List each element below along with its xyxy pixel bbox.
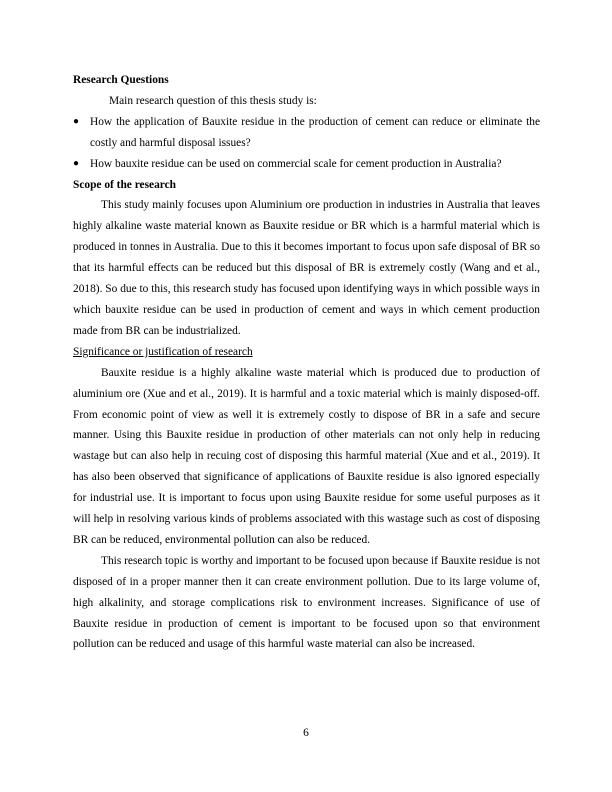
bullet-icon: ● xyxy=(73,157,80,169)
scope-paragraph: This study mainly focuses upon Aluminium ore production in industries in Australia that leaves highly alkaline waste material known as Bauxite residue or BR which is a harmful material which is produced in tonnes in Australia. Due to this it becomes important to focus upon safe disposal of BR so that its harmful effects can be reduced but this disposal of BR is extremely costly (Wang and et al., 2018). So due to this, this research study has focused upon identifying ways in which possible ways in which bauxite residue can be used in production of cement and ways in which cement production made from BR can be industrialized. xyxy=(73,199,540,337)
research-questions-intro: Main research question of this thesis study is: xyxy=(109,94,317,107)
significance-heading: Significance or justification of research xyxy=(73,345,253,358)
document-page xyxy=(73,70,540,655)
research-question-2: How bauxite residue can be used on commercial scale for cement production in Australia? xyxy=(90,157,502,170)
research-questions-heading: Research Questions xyxy=(73,74,169,86)
list-item xyxy=(73,154,540,175)
significance-paragraph-2: This research topic is worthy and important to be focused upon because if Bauxite residue is not disposed of in a proper manner then it can create environment pollution. Due to its large volume of, high alkalinity, and storage complications risk to environment increases. Significance of use of Bauxite residue in production of cement is important to be focused upon so that environment pollution can be reduced and usage of this harmful waste material can also be increased. xyxy=(73,554,540,651)
page-number: 6 xyxy=(303,727,309,739)
bullet-icon: ● xyxy=(73,115,80,127)
research-question-1: How the application of Bauxite residue in the production of cement can reduce or eliminate the costly and harmful disposal issues? xyxy=(90,115,540,149)
research-questions-list xyxy=(73,112,540,175)
scope-heading: Scope of the research xyxy=(73,178,177,191)
list-item xyxy=(73,112,540,154)
significance-paragraph-1: Bauxite residue is a highly alkaline waste material which is produced due to production of aluminium ore (Xue and et al., 2019). It is harmful and a toxic material which is mainly disposed-off. From economic point of view as well it is extremely costly to dispose of BR in a safe and secure manner. Using this Bauxite residue in production of other materials can not only help in reducing wastage but can also help in recuing cost of disposing this harmful material (Xue and et al., 2019). It has also been observed that significance of applications of Bauxite residue is also ignored especially for industrial use. It is important to focus upon using Bauxite residue for some useful purposes as it will help in resolving various kinds of problems associated with this wastage such as cost of disposing BR can be reduced, environmental pollution can also be reduced. xyxy=(73,366,540,546)
